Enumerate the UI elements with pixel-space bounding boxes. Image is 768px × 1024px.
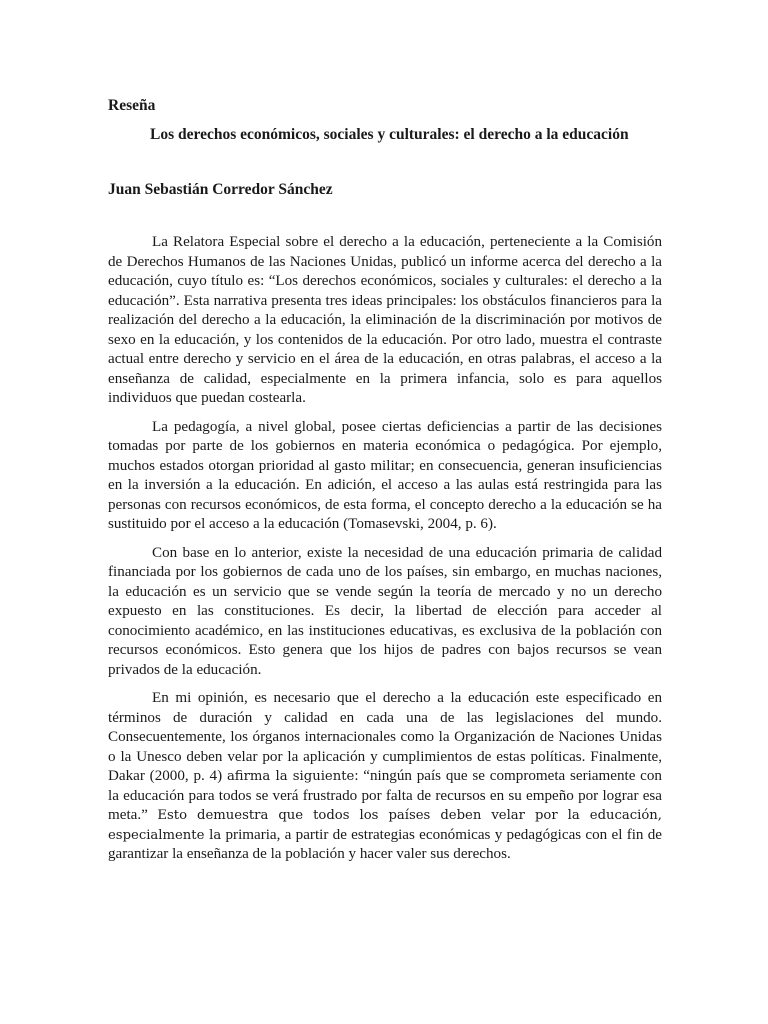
paragraph-4 bbox=[108, 689, 662, 865]
paragraph-4-alt-font-2: Esto demuestra que todos los países deben velar por la educación, especialmente la bbox=[108, 808, 662, 843]
paragraph-4-part-1: En mi opinión, es necesario que el derecho a la educación este especificado en términos de duración y calidad en cada una de las legislaciones del mundo. Consecuentemente, los órganos internacionales como la Organización de Naciones Unidas o la Unesco deben velar por la aplicación y cumplimientos de estas políticas. Finalmente, Dakar (2000, p. 4) bbox=[108, 690, 662, 784]
paragraph-1: La Relatora Especial sobre el derecho a la educación, perteneciente a la Comisión de Derechos Humanos de las Naciones Unidas, publicó un informe acerca del derecho a la educación, cuyo título es: “Los derechos económicos, sociales y culturales: el derecho a la educación”. Esta narrativa presenta tres ideas principales: los obstáculos financieros para la realización del derecho a la educación, la eliminación de la discriminación por motivos de sexo en la educación, y los contenidos de la educación. Por otro lado, muestra el contraste actual entre derecho y servicio en el área de la educación, en otras palabras, el acceso a la enseñanza de calidad, especialmente en la primera infancia, solo es para aquellos individuos que puedan costearla. bbox=[108, 234, 662, 406]
document-title: Los derechos económicos, sociales y culturales: el derecho a la educación bbox=[150, 126, 629, 143]
document-label: Reseña bbox=[108, 97, 156, 114]
paragraph-4-alt-font-1: afirma la siguiente bbox=[226, 769, 355, 784]
paragraph-4-part-2: : “ningún país que se comprometa seriamente con la educación para todos se verá frustrado por falta de recursos en su empeño por lograr esa meta.” bbox=[108, 768, 662, 823]
paragraph-2: La pedagogía, a nivel global, posee ciertas deficiencias a partir de las decisiones tomadas por parte de los gobiernos en materia económica o pedagógica. Por ejemplo, muchos estados otorgan prioridad al gasto militar; en consecuencia, generan insuficiencias en la inversión a la educación. En adición, el acceso a las aulas está restringida para las personas con recursos económicos, de esta forma, el concepto derecho a la educación se ha sustituido por el acceso a la educación (Tomasevski, 2004, p. 6). bbox=[108, 418, 662, 532]
paragraph-4-part-3: primaria, a partir de estrategias económicas y pedagógicas con el fin de garantizar la enseñanza de la población y hacer valer sus derechos. bbox=[108, 826, 662, 862]
document-body bbox=[108, 233, 662, 874]
paragraph-3: Con base en lo anterior, existe la necesidad de una educación primaria de calidad financiada por los gobiernos de cada uno de los países, sin embargo, en muchas naciones, la educación es un servicio que se vende según la teoría de mercado y no un derecho expuesto en las constituciones. Es decir, la libertad de elección para acceder al conocimiento académico, en las instituciones educativas, es exclusiva de la población con recursos económicos. Esto genera que los hijos de padres con bajos recursos se vean privados de la educación. bbox=[108, 544, 662, 678]
document-author: Juan Sebastián Corredor Sánchez bbox=[108, 181, 333, 198]
